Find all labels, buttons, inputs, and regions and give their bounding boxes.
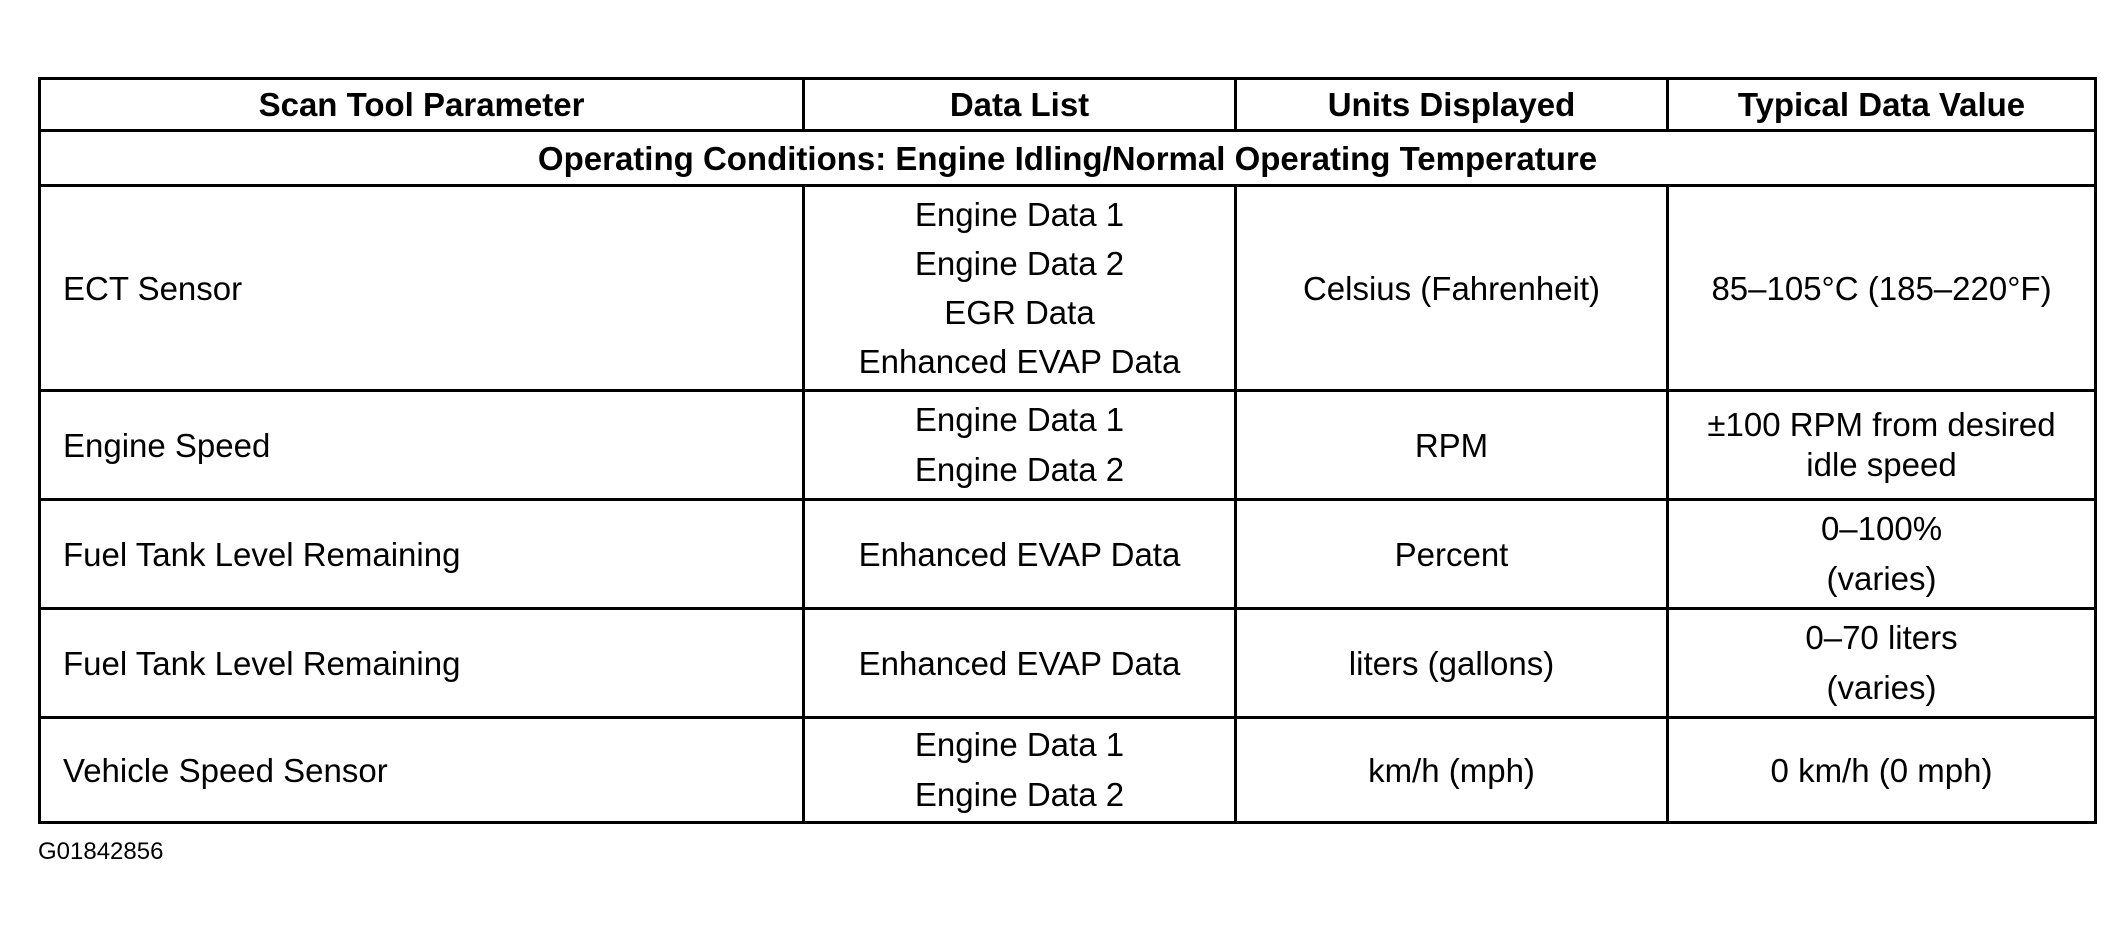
typical-value-line: 85–105°C (185–220°F)	[1711, 269, 2052, 307]
header-typical-data-value: Typical Data Value	[1668, 79, 2096, 131]
figure-id: G01842856	[38, 838, 164, 865]
data-list-item: Engine Data 1	[914, 401, 1125, 438]
typical-value-cell	[1668, 391, 2096, 500]
typical-value-line: 0–100%	[1820, 510, 1943, 547]
data-list-cell	[804, 391, 1236, 500]
scan-tool-data-table	[38, 77, 2097, 824]
typical-value-line: 0 km/h (0 mph)	[1770, 751, 1993, 789]
data-list-item: Engine Data 2	[914, 245, 1125, 282]
parameter-cell: Fuel Tank Level Remaining	[40, 500, 804, 609]
parameter-cell: Fuel Tank Level Remaining	[40, 609, 804, 718]
data-list-item: Engine Data 2	[914, 776, 1125, 813]
units-cell: Percent	[1236, 500, 1668, 609]
data-list-item: Engine Data 1	[914, 726, 1125, 763]
typical-value-line: 0–70 liters	[1805, 619, 1958, 656]
typical-value-line: (varies)	[1826, 669, 1937, 706]
data-list-item: Engine Data 2	[914, 451, 1125, 488]
table-row	[40, 500, 2096, 609]
typical-value-cell	[1668, 186, 2096, 391]
parameter-cell: Engine Speed	[40, 391, 804, 500]
units-cell: RPM	[1236, 391, 1668, 500]
table-row	[40, 391, 2096, 500]
typical-value-cell	[1668, 500, 2096, 609]
data-list-item: Enhanced EVAP Data	[858, 343, 1181, 380]
units-cell: liters (gallons)	[1236, 609, 1668, 718]
typical-value-cell	[1668, 718, 2096, 823]
section-title: Operating Conditions: Engine Idling/Normal Operating Temperature	[40, 131, 2096, 186]
header-units-displayed: Units Displayed	[1236, 79, 1668, 131]
typical-value-line: ±100 RPM from desired	[1707, 406, 2056, 443]
data-list-cell	[804, 500, 1236, 609]
typical-value-cell	[1668, 609, 2096, 718]
header-data-list: Data List	[804, 79, 1236, 131]
section-row	[40, 131, 2096, 186]
table-row	[40, 718, 2096, 823]
header-scan-tool-parameter: Scan Tool Parameter	[40, 79, 804, 131]
table-row	[40, 186, 2096, 391]
units-cell: km/h (mph)	[1236, 718, 1668, 823]
data-list-item: Engine Data 1	[914, 196, 1125, 233]
data-list-item: EGR Data	[944, 294, 1095, 331]
parameter-cell: ECT Sensor	[40, 186, 804, 391]
table-row	[40, 609, 2096, 718]
data-list-cell	[804, 718, 1236, 823]
units-cell: Celsius (Fahrenheit)	[1236, 186, 1668, 391]
parameter-cell: Vehicle Speed Sensor	[40, 718, 804, 823]
data-list-item: Enhanced EVAP Data	[858, 644, 1181, 682]
header-row	[40, 79, 2096, 131]
typical-value-line: idle speed	[1806, 446, 1957, 483]
data-list-cell	[804, 186, 1236, 391]
typical-value-line: (varies)	[1826, 560, 1937, 597]
data-list-item: Enhanced EVAP Data	[858, 535, 1181, 573]
data-list-cell	[804, 609, 1236, 718]
